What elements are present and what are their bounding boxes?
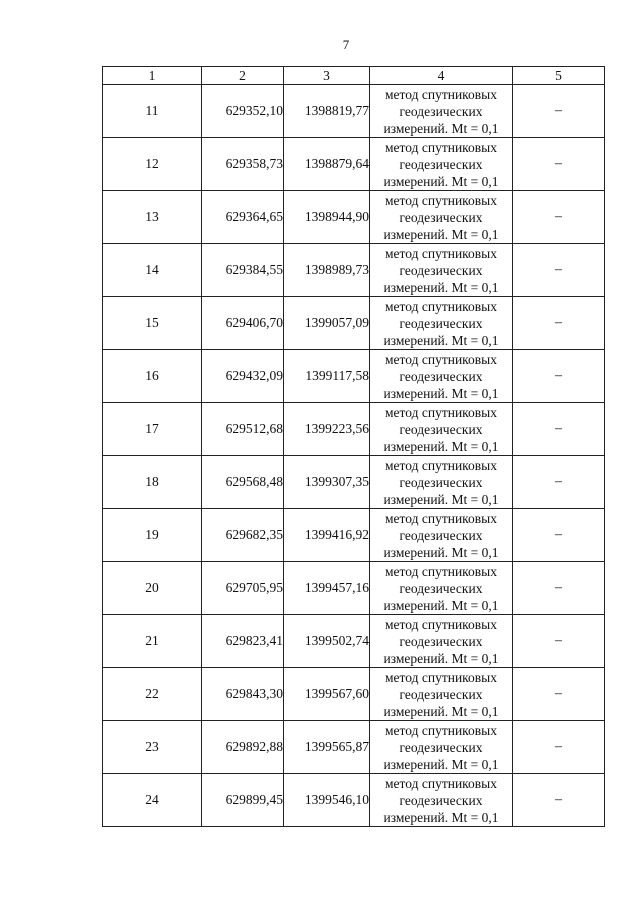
coordinates-table	[102, 66, 605, 827]
method-cell	[370, 774, 513, 827]
method-line-2: геодезических	[399, 686, 483, 702]
col5-dash: –	[513, 297, 605, 350]
method-line-2: геодезических	[399, 262, 483, 278]
point-number: 17	[103, 403, 202, 456]
coordinate-y: 1399502,74	[284, 615, 370, 668]
point-number: 11	[103, 85, 202, 138]
page-number: 7	[342, 37, 350, 52]
method-cell	[370, 615, 513, 668]
table-row	[103, 562, 605, 615]
table-row	[103, 350, 605, 403]
point-number: 16	[103, 350, 202, 403]
method-line-1: метод спутниковых	[385, 351, 497, 367]
col5-dash: –	[513, 562, 605, 615]
method-line-3: измерений. Mt = 0,1	[383, 173, 499, 189]
method-line-3: измерений. Mt = 0,1	[383, 491, 499, 507]
method-line-2: геодезических	[399, 315, 483, 331]
coordinate-y: 1399307,35	[284, 456, 370, 509]
method-line-3: измерений. Mt = 0,1	[383, 544, 499, 560]
method-line-3: измерений. Mt = 0,1	[383, 756, 499, 772]
col5-dash: –	[513, 403, 605, 456]
method-line-2: геодезических	[399, 209, 483, 225]
point-number: 23	[103, 721, 202, 774]
method-line-2: геодезических	[399, 633, 483, 649]
coordinate-x: 629823,41	[202, 615, 284, 668]
coordinate-y: 1399057,09	[284, 297, 370, 350]
method-line-1: метод спутниковых	[385, 775, 497, 791]
table-row	[103, 191, 605, 244]
method-line-3: измерений. Mt = 0,1	[383, 226, 499, 242]
header-col-1: 1	[103, 67, 202, 85]
point-number: 19	[103, 509, 202, 562]
method-line-1: метод спутниковых	[385, 669, 497, 685]
table-row	[103, 244, 605, 297]
coordinate-y: 1399567,60	[284, 668, 370, 721]
method-line-1: метод спутниковых	[385, 563, 497, 579]
coordinate-x: 629899,45	[202, 774, 284, 827]
point-number: 22	[103, 668, 202, 721]
table-row	[103, 403, 605, 456]
method-line-3: измерений. Mt = 0,1	[383, 650, 499, 666]
method-line-3: измерений. Mt = 0,1	[383, 279, 499, 295]
col5-dash: –	[513, 85, 605, 138]
coordinate-x: 629705,95	[202, 562, 284, 615]
table-row	[103, 615, 605, 668]
col5-dash: –	[513, 138, 605, 191]
method-line-1: метод спутниковых	[385, 616, 497, 632]
point-number: 21	[103, 615, 202, 668]
method-line-3: измерений. Mt = 0,1	[383, 809, 499, 825]
coordinate-x: 629406,70	[202, 297, 284, 350]
method-line-1: метод спутниковых	[385, 457, 497, 473]
method-line-1: метод спутниковых	[385, 245, 497, 261]
coordinate-x: 629352,10	[202, 85, 284, 138]
coordinate-y: 1399457,16	[284, 562, 370, 615]
table-row	[103, 297, 605, 350]
method-line-3: измерений. Mt = 0,1	[383, 703, 499, 719]
table-row	[103, 138, 605, 191]
method-cell	[370, 191, 513, 244]
method-cell	[370, 721, 513, 774]
col5-dash: –	[513, 615, 605, 668]
table-row	[103, 456, 605, 509]
method-line-1: метод спутниковых	[385, 86, 497, 102]
coordinate-x: 629682,35	[202, 509, 284, 562]
col5-dash: –	[513, 244, 605, 297]
coordinate-y: 1399416,92	[284, 509, 370, 562]
point-number: 12	[103, 138, 202, 191]
coordinate-y: 1398879,64	[284, 138, 370, 191]
table-row	[103, 509, 605, 562]
coordinate-y: 1398944,90	[284, 191, 370, 244]
coordinate-y: 1398989,73	[284, 244, 370, 297]
method-line-2: геодезических	[399, 527, 483, 543]
header-col-2: 2	[202, 67, 284, 85]
method-line-3: измерений. Mt = 0,1	[383, 597, 499, 613]
method-cell	[370, 509, 513, 562]
header-col-4: 4	[370, 67, 513, 85]
col5-dash: –	[513, 509, 605, 562]
point-number: 20	[103, 562, 202, 615]
method-line-2: геодезических	[399, 103, 483, 119]
coordinate-y: 1399223,56	[284, 403, 370, 456]
header-col-3: 3	[284, 67, 370, 85]
point-number: 18	[103, 456, 202, 509]
method-line-3: измерений. Mt = 0,1	[383, 385, 499, 401]
coordinate-y: 1398819,77	[284, 85, 370, 138]
coordinate-y: 1399546,10	[284, 774, 370, 827]
method-cell	[370, 403, 513, 456]
method-cell	[370, 297, 513, 350]
table-body	[103, 85, 605, 827]
coordinate-y: 1399117,58	[284, 350, 370, 403]
method-line-3: измерений. Mt = 0,1	[383, 332, 499, 348]
method-line-2: геодезических	[399, 421, 483, 437]
method-cell	[370, 456, 513, 509]
col5-dash: –	[513, 191, 605, 244]
method-cell	[370, 350, 513, 403]
method-line-2: геодезических	[399, 739, 483, 755]
table-row	[103, 668, 605, 721]
method-cell	[370, 244, 513, 297]
method-cell	[370, 668, 513, 721]
method-line-1: метод спутниковых	[385, 139, 497, 155]
table-row	[103, 721, 605, 774]
col5-dash: –	[513, 774, 605, 827]
method-line-2: геодезических	[399, 580, 483, 596]
method-line-1: метод спутниковых	[385, 722, 497, 738]
table-header-row	[103, 67, 605, 85]
coordinate-x: 629512,68	[202, 403, 284, 456]
coordinate-x: 629843,30	[202, 668, 284, 721]
coordinate-x: 629892,88	[202, 721, 284, 774]
method-cell	[370, 85, 513, 138]
method-line-1: метод спутниковых	[385, 192, 497, 208]
coordinate-x: 629358,73	[202, 138, 284, 191]
point-number: 14	[103, 244, 202, 297]
table-row	[103, 774, 605, 827]
method-line-2: геодезических	[399, 368, 483, 384]
point-number: 15	[103, 297, 202, 350]
method-line-2: геодезических	[399, 156, 483, 172]
header-col-5: 5	[513, 67, 605, 85]
method-cell	[370, 562, 513, 615]
col5-dash: –	[513, 350, 605, 403]
method-line-1: метод спутниковых	[385, 298, 497, 314]
coordinate-y: 1399565,87	[284, 721, 370, 774]
col5-dash: –	[513, 456, 605, 509]
coordinate-x: 629364,65	[202, 191, 284, 244]
point-number: 13	[103, 191, 202, 244]
col5-dash: –	[513, 721, 605, 774]
method-line-2: геодезических	[399, 792, 483, 808]
method-cell	[370, 138, 513, 191]
coordinate-x: 629384,55	[202, 244, 284, 297]
method-line-1: метод спутниковых	[385, 404, 497, 420]
method-line-3: измерений. Mt = 0,1	[383, 120, 499, 136]
method-line-2: геодезических	[399, 474, 483, 490]
coordinate-x: 629568,48	[202, 456, 284, 509]
method-line-1: метод спутниковых	[385, 510, 497, 526]
table-row	[103, 85, 605, 138]
point-number: 24	[103, 774, 202, 827]
coordinate-x: 629432,09	[202, 350, 284, 403]
col5-dash: –	[513, 668, 605, 721]
method-line-3: измерений. Mt = 0,1	[383, 438, 499, 454]
